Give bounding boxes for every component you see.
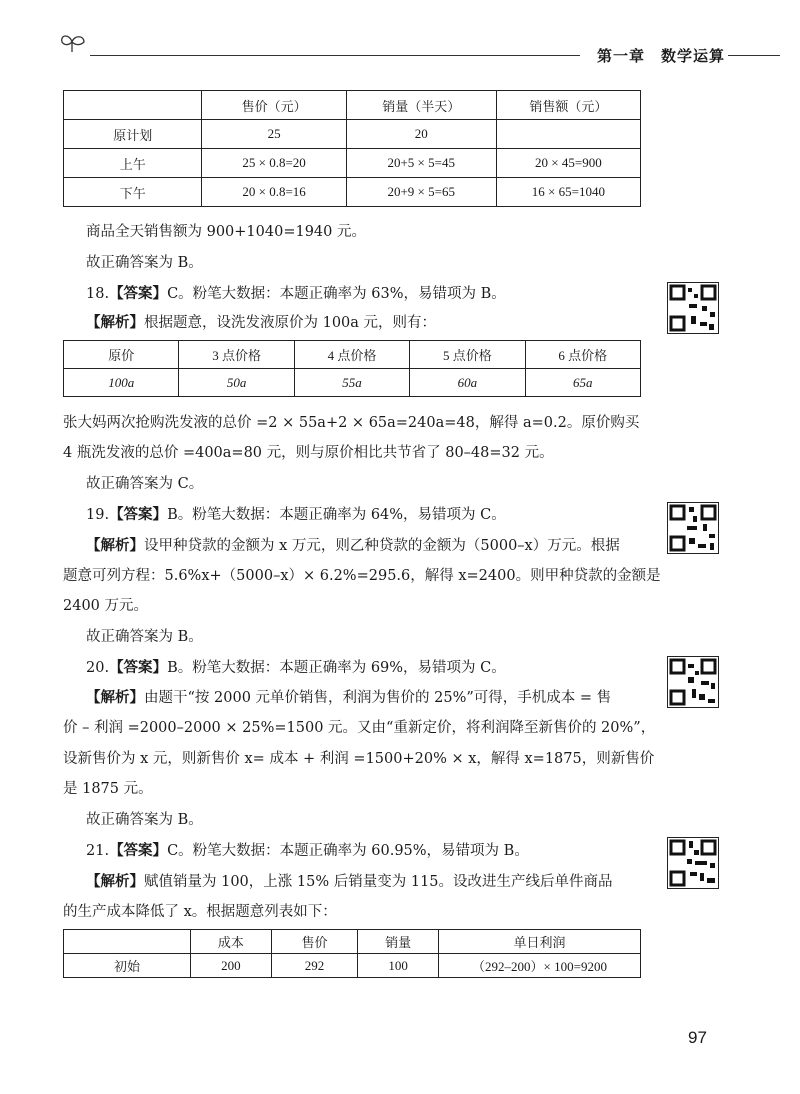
answer-tag: 【答案】 bbox=[109, 659, 168, 676]
table-row bbox=[64, 178, 641, 207]
table-cell bbox=[496, 120, 640, 149]
question-number: 20. bbox=[86, 660, 110, 676]
paragraph-line: 张大妈两次抢购洗发液的总价 =2 × 55a+2 × 65a=240a=48，解得 a=0.2。原价购买 bbox=[63, 415, 640, 431]
table-cell: 销量（半天） bbox=[346, 91, 496, 120]
analysis-text: 设甲种贷款的金额为 x 万元，则乙种贷款的金额为（5000–x）万元。根据 bbox=[144, 538, 620, 554]
analysis-text: 根据题意，设洗发液原价为 100a 元，则有： bbox=[144, 315, 437, 331]
analysis-text: 由题干“按 2000 元单价销售，利润为售价的 25%”可得，手机成本 = 售 bbox=[144, 690, 612, 706]
question-number: 18. bbox=[86, 286, 110, 302]
page-header bbox=[50, 28, 780, 68]
table-cell bbox=[64, 91, 202, 120]
paragraph-line: 价 – 利润 =2000–2000 × 25%=1500 元。又由“重新定价，将利润降至新售价的 20%”， bbox=[63, 720, 656, 736]
chapter-title: 第一章 数学运算 bbox=[596, 47, 725, 65]
table-cell: 50a bbox=[179, 369, 294, 397]
table-cell: 20 × 0.8=16 bbox=[202, 178, 346, 207]
paragraph-line: 故正确答案为 B。 bbox=[86, 629, 203, 645]
table-cell: 65a bbox=[525, 369, 640, 397]
answer-tag: 【答案】 bbox=[109, 506, 168, 523]
table-cell: （292–200）× 100=9200 bbox=[439, 954, 641, 978]
answer-text: C。粉笔大数据：本题正确率为 63%，易错项为 B。 bbox=[167, 286, 506, 302]
table-cell: 20+5 × 5=45 bbox=[346, 149, 496, 178]
answer-text: C。粉笔大数据：本题正确率为 60.95%，易错项为 B。 bbox=[167, 843, 529, 859]
table-cell: 55a bbox=[294, 369, 409, 397]
analysis-tag: 【解析】 bbox=[86, 537, 144, 554]
paragraph-line: 故正确答案为 C。 bbox=[86, 476, 204, 492]
paragraph-line: 商品全天销售额为 900+1040=1940 元。 bbox=[86, 224, 366, 240]
analysis-line-18 bbox=[86, 313, 436, 333]
table-cell: 100a bbox=[64, 369, 179, 397]
table-row bbox=[64, 149, 641, 178]
table-cell: 20 × 45=900 bbox=[496, 149, 640, 178]
table-cell: 成本 bbox=[190, 930, 271, 954]
table-cell: 4 点价格 bbox=[294, 341, 409, 369]
table-cell: 5 点价格 bbox=[410, 341, 525, 369]
table-cell: 单日利润 bbox=[439, 930, 641, 954]
answer-line-18 bbox=[86, 284, 506, 304]
answer-line-19 bbox=[86, 505, 506, 525]
paragraph-line: 是 1875 元。 bbox=[63, 781, 153, 797]
table-cell: 20+9 × 5=65 bbox=[346, 178, 496, 207]
answer-line-21 bbox=[86, 841, 529, 861]
table-header-row bbox=[64, 930, 641, 954]
paragraph-line: 的生产成本降低了 x。根据题意列表如下： bbox=[63, 904, 337, 920]
analysis-tag: 【解析】 bbox=[86, 314, 144, 331]
paragraph-line: 故正确答案为 B。 bbox=[86, 255, 203, 271]
table-row bbox=[64, 954, 641, 978]
table-cell: 25 bbox=[202, 120, 346, 149]
qr-code-icon[interactable] bbox=[667, 502, 719, 554]
table-cell: 20 bbox=[346, 120, 496, 149]
table-cell: 原计划 bbox=[64, 120, 202, 149]
table-row bbox=[64, 120, 641, 149]
table-cell bbox=[64, 930, 191, 954]
paragraph-line: 设新售价为 x 元，则新售价 x= 成本 + 利润 =1500+20% × x，解得 x=1875，则新售价 bbox=[63, 751, 655, 767]
qr-code-icon[interactable] bbox=[667, 656, 719, 708]
table-cell: 下午 bbox=[64, 178, 202, 207]
qr-code-graphic bbox=[667, 656, 719, 708]
analysis-tag: 【解析】 bbox=[86, 689, 144, 706]
answer-text: B。粉笔大数据：本题正确率为 64%，易错项为 C。 bbox=[167, 507, 506, 523]
table-cell: 初始 bbox=[64, 954, 191, 978]
table-cell: 16 × 65=1040 bbox=[496, 178, 640, 207]
table-cell: 售价 bbox=[271, 930, 358, 954]
table-cell: 25 × 0.8=20 bbox=[202, 149, 346, 178]
qr-code-icon[interactable] bbox=[667, 837, 719, 889]
table-cell: 6 点价格 bbox=[525, 341, 640, 369]
table-cell: 3 点价格 bbox=[179, 341, 294, 369]
table-header-row bbox=[64, 341, 641, 369]
qr-code-graphic bbox=[667, 282, 719, 334]
table-cell: 100 bbox=[358, 954, 439, 978]
table-header-row bbox=[64, 91, 641, 120]
paragraph-line: 2400 万元。 bbox=[63, 598, 149, 614]
page-number: 97 bbox=[688, 1028, 707, 1047]
sales-table bbox=[63, 90, 641, 207]
answer-tag: 【答案】 bbox=[109, 842, 168, 859]
answer-tag: 【答案】 bbox=[109, 285, 168, 302]
analysis-line-20 bbox=[86, 688, 611, 708]
table-cell: 售价（元） bbox=[202, 91, 346, 120]
question-number: 21. bbox=[86, 843, 110, 859]
price-table bbox=[63, 340, 641, 397]
table-cell: 200 bbox=[190, 954, 271, 978]
paragraph-line: 故正确答案为 B。 bbox=[86, 812, 203, 828]
header-rule bbox=[90, 55, 580, 56]
paragraph-line: 4 瓶洗发液的总价 =400a=80 元，则与原价相比共节省了 80–48=32 元。 bbox=[63, 445, 554, 461]
analysis-text: 赋值销量为 100，上涨 15% 后销量变为 115。设改进生产线后单件商品 bbox=[144, 874, 613, 890]
table-cell: 销量 bbox=[358, 930, 439, 954]
qr-code-graphic bbox=[667, 502, 719, 554]
table-cell: 上午 bbox=[64, 149, 202, 178]
analysis-line-19 bbox=[86, 536, 620, 556]
answer-line-20 bbox=[86, 658, 506, 678]
answer-text: B。粉笔大数据：本题正确率为 69%，易错项为 C。 bbox=[167, 660, 506, 676]
leaf-icon bbox=[58, 32, 88, 54]
question-number: 19. bbox=[86, 507, 110, 523]
table-row bbox=[64, 369, 641, 397]
table-cell: 原价 bbox=[64, 341, 179, 369]
analysis-tag: 【解析】 bbox=[86, 873, 144, 890]
analysis-line-21 bbox=[86, 872, 613, 892]
profit-table bbox=[63, 929, 641, 978]
qr-code-graphic bbox=[667, 837, 719, 889]
header-rule-end bbox=[728, 55, 780, 56]
paragraph-line: 题意可列方程：5.6%x+（5000–x）× 6.2%=295.6，解得 x=2400。则甲种贷款的金额是 bbox=[63, 568, 661, 584]
table-cell: 销售额（元） bbox=[496, 91, 640, 120]
table-cell: 60a bbox=[410, 369, 525, 397]
table-cell: 292 bbox=[271, 954, 358, 978]
qr-code-icon[interactable] bbox=[667, 282, 719, 334]
